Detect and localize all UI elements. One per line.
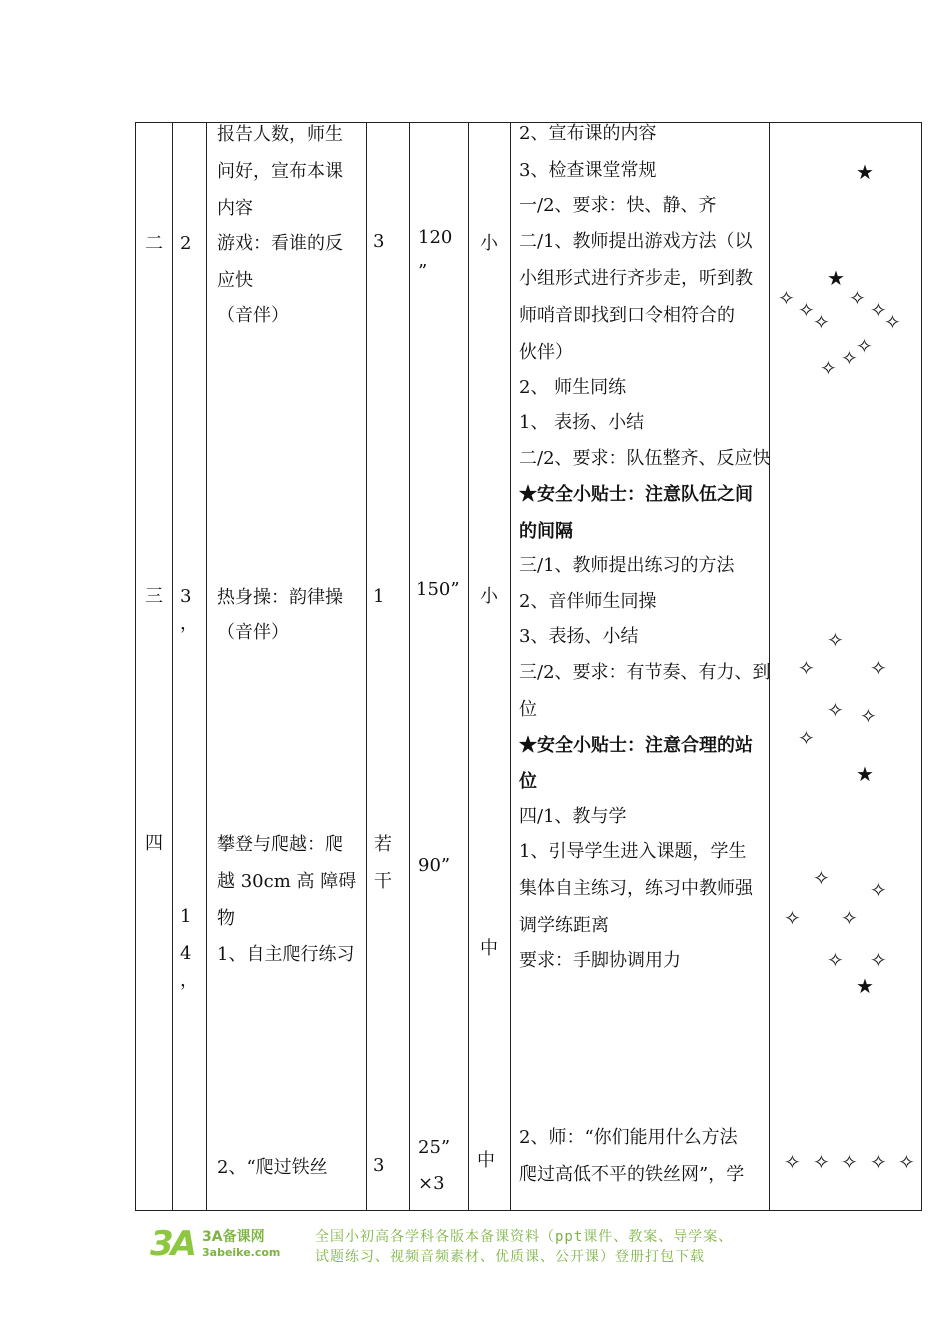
intensity-value: 小: [480, 233, 498, 254]
section-number: 三: [145, 586, 163, 607]
logo-mark: 3A: [150, 1224, 194, 1264]
student-sparkle-icon: ✧: [827, 698, 844, 722]
method-line: 位: [519, 699, 537, 720]
student-sparkle-icon: ✧: [813, 866, 830, 890]
student-sparkle-icon: ✧: [784, 906, 801, 930]
student-sparkle-icon: ✧: [798, 656, 815, 680]
column-divider: [409, 123, 410, 1210]
times-value: 3: [373, 1155, 385, 1176]
method-line: 二/2、要求：队伍整齐、反应快: [519, 448, 771, 469]
times-value: 若: [374, 834, 392, 855]
intensity-value: 小: [480, 586, 498, 607]
content-line: 物: [217, 908, 235, 929]
student-sparkle-icon: ✧: [841, 346, 858, 370]
teacher-star-icon: ★: [856, 762, 874, 786]
student-sparkle-icon: ✧: [841, 1150, 858, 1174]
method-line: 3、检查课堂常规: [519, 160, 657, 181]
student-sparkle-icon: ✧: [870, 656, 887, 680]
method-line: 3、表扬、小结: [519, 626, 639, 647]
intensity-value: 中: [480, 938, 498, 959]
content-line: （音伴）: [217, 305, 289, 326]
method-line: 1、 表扬、小结: [519, 412, 645, 433]
student-sparkle-icon: ✧: [884, 310, 901, 334]
student-sparkle-icon: ✧: [870, 1150, 887, 1174]
section-number: 四: [145, 833, 163, 854]
student-sparkle-icon: ✧: [827, 628, 844, 652]
content-line: 攀登与爬越：爬: [217, 834, 343, 855]
content-line: 问好，宣布本课: [217, 161, 343, 182]
student-sparkle-icon: ✧: [849, 286, 866, 310]
content-line: 内容: [217, 198, 253, 219]
duration-value: 120: [418, 227, 453, 248]
content-line: 1、自主爬行练习: [217, 944, 355, 965]
method-line: 2、师：“你们能用什么方法: [519, 1127, 738, 1148]
method-line: 2、音伴师生同操: [519, 591, 657, 612]
duration-value: 90”: [418, 855, 451, 876]
student-sparkle-icon: ✧: [813, 310, 830, 334]
order-number: ，: [180, 970, 198, 991]
student-sparkle-icon: ✧: [870, 878, 887, 902]
student-sparkle-icon: ✧: [841, 906, 858, 930]
method-line: 要求：手脚协调用力: [519, 950, 681, 971]
times-value: 1: [373, 586, 385, 607]
student-sparkle-icon: ✧: [870, 948, 887, 972]
column-divider: [366, 123, 367, 1210]
logo-url: 3abeike.com: [202, 1246, 281, 1259]
section-number: 二: [145, 233, 163, 254]
student-sparkle-icon: ✧: [870, 298, 887, 322]
column-divider: [468, 123, 469, 1210]
order-number: 2: [180, 233, 192, 254]
method-line: 三/2、要求：有节奏、有力、到: [519, 662, 771, 683]
column-divider: [206, 123, 207, 1210]
order-number: ，: [180, 613, 198, 634]
method-line: 1、引导学生进入课题，学生: [519, 841, 747, 862]
safety-tip: 的间隔: [519, 521, 573, 542]
student-sparkle-icon: ✧: [856, 334, 873, 358]
method-line: 2、宣布课的内容: [519, 123, 657, 144]
method-line: 集体自主练习，练习中教师强: [519, 878, 753, 899]
site-footer: [150, 1222, 810, 1268]
duration-value: ”: [418, 261, 428, 282]
student-sparkle-icon: ✧: [820, 356, 837, 380]
method-line: 三/1、教师提出练习的方法: [519, 555, 735, 576]
method-line: 调学练距离: [519, 915, 609, 936]
safety-tip: ★安全小贴士：注意队伍之间: [519, 484, 753, 505]
student-sparkle-icon: ✧: [784, 1150, 801, 1174]
content-line: （音伴）: [217, 622, 289, 643]
duration-value: 25”: [418, 1137, 451, 1158]
student-sparkle-icon: ✧: [898, 1150, 915, 1174]
student-sparkle-icon: ✧: [813, 1150, 830, 1174]
footer-tagline: 全国小初高各学科各版本备课资料（ppt课件、教案、导学案、: [315, 1229, 734, 1245]
content-line: 热身操：韵律操: [217, 587, 343, 608]
method-line: 小组形式进行齐步走，听到教: [519, 268, 753, 289]
content-line: 应快: [217, 270, 253, 291]
safety-tip: ★安全小贴士：注意合理的站: [519, 735, 753, 756]
student-sparkle-icon: ✧: [798, 298, 815, 322]
teacher-star-icon: ★: [827, 266, 845, 290]
column-divider: [172, 123, 173, 1210]
student-sparkle-icon: ✧: [798, 726, 815, 750]
logo-name: 3A备课网: [202, 1229, 265, 1245]
method-line: 师哨音即找到口令相符合的: [519, 305, 735, 326]
order-number: 3: [180, 586, 192, 607]
column-divider: [510, 123, 511, 1210]
times-value: 干: [374, 871, 392, 892]
order-number: 1: [180, 906, 192, 927]
content-line: 2、“爬过铁丝: [217, 1157, 328, 1178]
content-line: 游戏：看谁的反: [217, 233, 343, 254]
intensity-value: 中: [477, 1150, 495, 1171]
order-number: 4: [180, 943, 192, 964]
method-line: 一/2、要求：快、静、齐: [519, 195, 717, 216]
method-line: 四/1、教与学: [519, 806, 627, 827]
method-line: 伙伴）: [519, 342, 573, 363]
teacher-star-icon: ★: [856, 974, 874, 998]
student-sparkle-icon: ✧: [778, 286, 795, 310]
content-line: 越 30cm 高 障碍: [217, 871, 357, 892]
safety-tip: 位: [519, 771, 537, 792]
duration-value: 150”: [416, 579, 460, 600]
method-line: 爬过高低不平的铁丝网”，学: [519, 1164, 745, 1185]
student-sparkle-icon: ✧: [860, 704, 877, 728]
footer-tagline: 试题练习、视频音频素材、优质课、公开课）登册打包下载: [315, 1249, 705, 1265]
method-line: 二/1、教师提出游戏方法（以: [519, 231, 753, 252]
teacher-star-icon: ★: [856, 160, 874, 184]
times-value: 3: [373, 231, 385, 252]
content-line: 报告人数，师生: [217, 124, 343, 145]
student-sparkle-icon: ✧: [827, 948, 844, 972]
method-line: 2、 师生同练: [519, 377, 627, 398]
duration-value: ×3: [418, 1173, 445, 1194]
